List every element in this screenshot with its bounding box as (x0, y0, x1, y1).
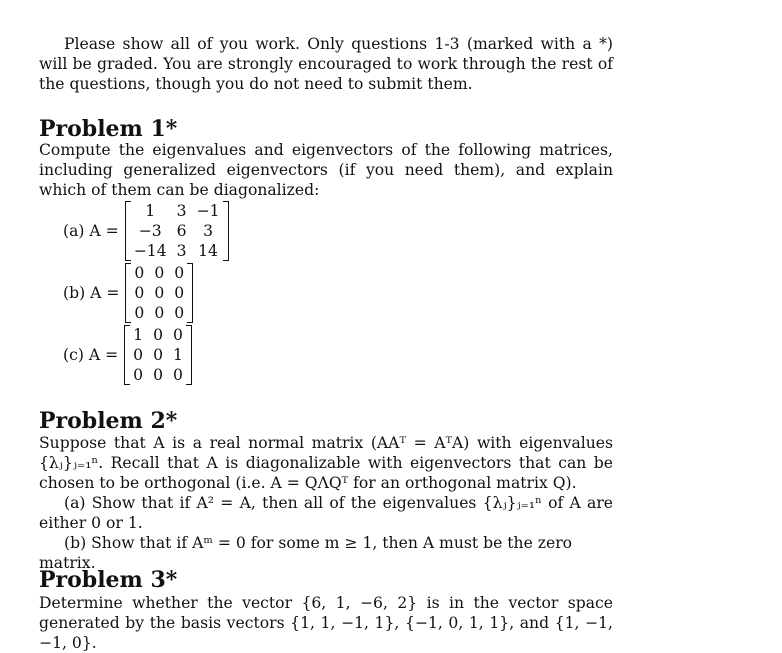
matrix-entry: 0 (133, 366, 144, 384)
matrix-entry: 0 (154, 304, 165, 322)
matrix-entry: 0 (134, 304, 145, 322)
problem-1-description: Compute the eigenvalues and eigenvectors of the following matrices, including generalized eigenvectors (if you need them), and explain which of them can be diagonalized: (39, 141, 613, 199)
matrix-entry: 0 (173, 326, 183, 344)
matrix-entry: 0 (153, 366, 163, 384)
matrix-entry: 0 (154, 284, 165, 302)
matrix-c (63, 325, 192, 385)
matrix-a (63, 201, 229, 261)
matrix-a-label: (a) A = (63, 222, 119, 240)
problem-2-part-a: (a) Show that if A² = A, then all of the eigenvalues {λⱼ}ⱼ₌₁ⁿ of A are either 0 or 1. (39, 494, 613, 532)
matrix-entry: 0 (133, 346, 144, 364)
matrix-entry: 3 (176, 202, 187, 220)
matrix-entry: 1 (173, 346, 183, 364)
matrix-entry: 0 (134, 284, 145, 302)
matrix-entry: −3 (138, 222, 162, 240)
problem-1-heading: Problem 1* (39, 116, 178, 142)
problem-2-heading: Problem 2* (39, 408, 178, 434)
matrix-entry: −1 (196, 202, 220, 220)
matrix-c-brackets (124, 325, 192, 385)
matrix-entry: 3 (176, 242, 187, 260)
matrix-entry: 1 (145, 202, 156, 220)
matrix-entry: 14 (198, 242, 218, 260)
matrix-entry: 0 (153, 326, 163, 344)
problem-2-description: Suppose that A is a real normal matrix (AAᵀ = AᵀA) with eigenvalues {λⱼ}ⱼ₌₁ⁿ. Recall that A is diagonalizable with eigenvectors that can be chosen to be orthogonal (i.e. A = QΛQᵀ for an orthogonal matrix Q). (39, 434, 613, 492)
matrix-c-label: (c) A = (63, 346, 119, 364)
problem-3-description: Determine whether the vector {6, 1, −6, 2} is in the vector space generated by the basis vectors {1, 1, −1, 1}, {−1, 0, 1, 1}, and {1, −1, −1, 0}. (39, 594, 613, 652)
matrix-entry: 6 (176, 222, 187, 240)
problem-3-heading: Problem 3* (39, 567, 178, 593)
matrix-entry: 0 (174, 284, 185, 302)
matrix-entry: 3 (203, 222, 214, 240)
matrix-entry: 0 (174, 304, 185, 322)
intro-paragraph: Please show all of you work. Only questions 1-3 (marked with a *) will be graded. You are strongly encouraged to work through the rest of the questions, though you do not need to submit them. (39, 35, 613, 93)
matrix-entry: 0 (174, 264, 185, 282)
matrix-a-entries (129, 201, 225, 261)
matrix-entry: 0 (173, 366, 183, 384)
matrix-b-entries (129, 263, 189, 323)
matrix-c-entries (128, 325, 188, 385)
matrix-a-brackets (125, 201, 229, 261)
problem-2-body (39, 433, 613, 573)
matrix-entry: 0 (153, 346, 163, 364)
matrix-b (63, 263, 193, 323)
matrix-entry: 1 (133, 326, 144, 344)
matrix-entry: 0 (154, 264, 165, 282)
matrix-entry: 0 (134, 264, 145, 282)
matrix-b-brackets (125, 263, 193, 323)
problem-2-part-b: (b) Show that if Aᵐ = 0 for some m ≥ 1, then A must be the zero matrix. (39, 534, 573, 572)
matrix-entry: −14 (133, 242, 167, 260)
matrix-b-label: (b) A = (63, 284, 120, 302)
